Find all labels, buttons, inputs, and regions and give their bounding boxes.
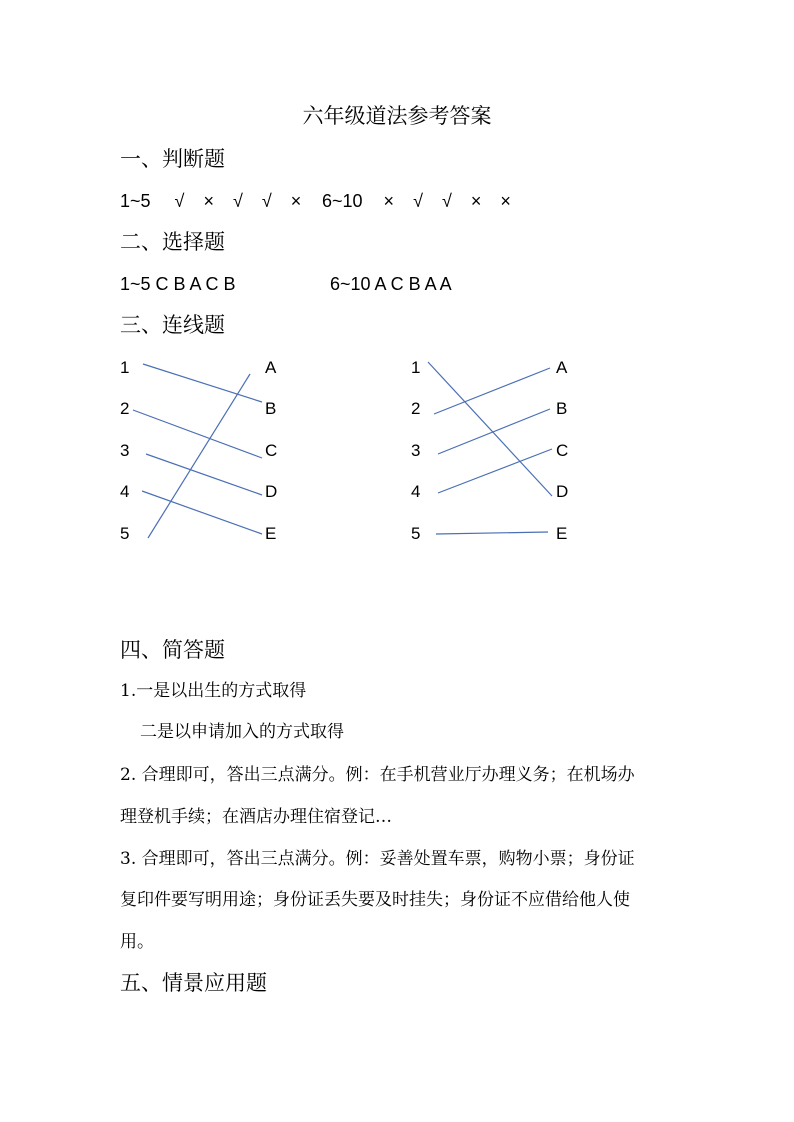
mark: √ <box>261 191 272 211</box>
section-heading-scenario: 五、情景应用题 <box>120 971 267 995</box>
answer-3-line-3: 用。 <box>120 932 154 952</box>
match-line-2-c <box>133 410 262 458</box>
right-letter-d: D <box>556 482 569 501</box>
match-line-4-e <box>142 491 262 534</box>
section-heading-judgement: 一、判断题 <box>120 147 225 171</box>
mark: √ <box>174 191 185 211</box>
left-number-5: 5 <box>120 524 130 543</box>
choice-answers-6-10: 6~10 A C B A A <box>330 274 452 294</box>
mark: × <box>203 191 214 211</box>
right-number-4: 4 <box>411 482 421 501</box>
section-heading-short-answer: 四、简答题 <box>120 638 225 662</box>
right-number-5: 5 <box>411 524 421 543</box>
section-heading-matching: 三、连线题 <box>120 313 225 337</box>
match-line-2-a <box>434 368 550 414</box>
left-letter-e: E <box>265 524 277 543</box>
choice-answers-1-5: 1~5 C B A C B <box>120 274 236 294</box>
section-heading-choice: 二、选择题 <box>120 230 225 254</box>
right-number-1: 1 <box>411 358 421 377</box>
right-number-3: 3 <box>411 441 421 460</box>
range-label: 6~10 <box>322 191 363 211</box>
answer-1-line-2: 二是以申请加入的方式取得 <box>140 722 344 742</box>
left-letter-d: D <box>265 482 278 501</box>
mark: × <box>290 191 302 211</box>
left-letter-b: B <box>265 399 277 418</box>
answer-3-line-2: 复印件要写明用途；身份证丢失要及时挂失；身份证不应借给他人使 <box>120 890 630 910</box>
answer-1-line-1: 1.一是以出生的方式取得 <box>120 681 307 701</box>
left-number-1: 1 <box>120 358 130 377</box>
right-letter-a: A <box>556 358 568 377</box>
mark: × <box>500 191 511 211</box>
range-label: 1~5 <box>120 191 151 211</box>
mark: √ <box>413 191 423 211</box>
match-line-3-d <box>146 454 262 495</box>
mark: √ <box>441 191 452 211</box>
mark: × <box>470 191 482 211</box>
mark: × <box>383 191 395 211</box>
right-letter-b: B <box>556 399 568 418</box>
match-line-5-e <box>436 532 548 534</box>
right-letter-e: E <box>556 524 568 543</box>
left-number-2: 2 <box>120 399 130 418</box>
answer-2-line-2: 理登机手续；在酒店办理住宿登记… <box>120 807 392 827</box>
match-line-1-d <box>428 362 552 496</box>
left-letter-c: C <box>265 441 278 460</box>
page-title: 六年级道法参考答案 <box>302 104 492 128</box>
match-line-5-a <box>148 374 250 538</box>
match-line-4-c <box>438 449 552 493</box>
answer-3-line-1: 3. 合理即可，答出三点满分。例：妥善处置车票，购物小票；身份证 <box>120 849 635 869</box>
mark: √ <box>232 191 243 211</box>
match-line-3-b <box>438 409 550 454</box>
answer-2-line-1: 2. 合理即可，答出三点满分。例：在手机营业厅办理义务；在机场办 <box>120 765 635 785</box>
left-number-4: 4 <box>120 482 130 501</box>
right-letter-c: C <box>556 441 569 460</box>
left-number-3: 3 <box>120 441 130 460</box>
left-letter-a: A <box>265 358 277 377</box>
right-number-2: 2 <box>411 399 421 418</box>
